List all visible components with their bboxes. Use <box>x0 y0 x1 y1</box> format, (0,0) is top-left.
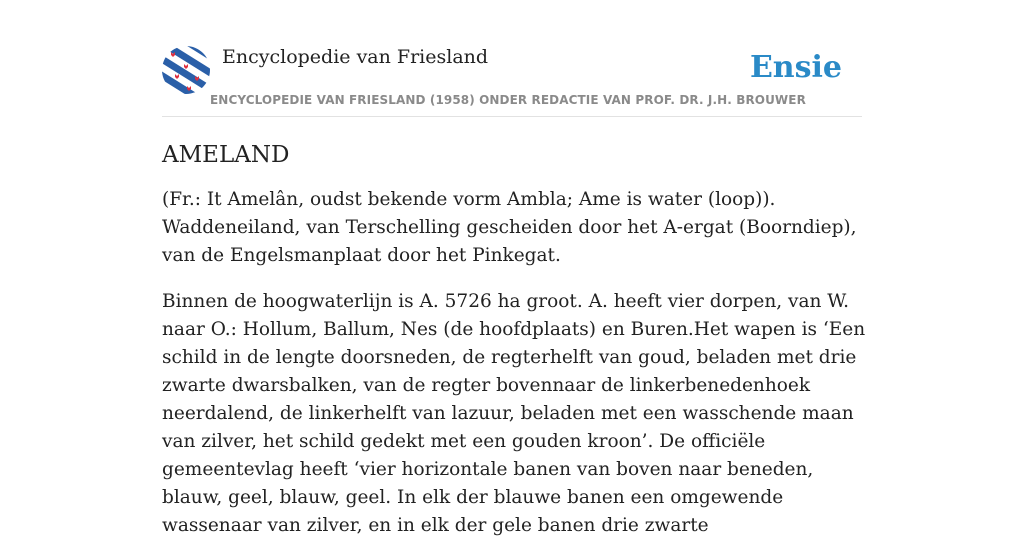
article-title: AMELAND <box>162 142 290 168</box>
encyclopedia-subtitle: ENCYCLOPEDIE VAN FRIESLAND (1958) ONDER REDACTIE VAN PROF. DR. J.H. BROUWER <box>210 93 806 107</box>
ensie-logo[interactable]: Ensie <box>749 50 842 85</box>
article-paragraph: (Fr.: It Amelân, oudst bekende vorm Ambla; Ame is water (loop)). Waddeneiland, van Terschelling gescheiden door het A-ergat (Boorndiep), van de Engelsmanplaat door het Pinkegat. <box>162 189 857 266</box>
site-title[interactable]: Encyclopedie van Friesland <box>222 46 489 68</box>
friesland-flag-icon[interactable] <box>162 46 210 94</box>
article <box>162 138 872 558</box>
article-paragraph: Binnen de hoogwaterlijn is A. 5726 ha groot. A. heeft vier dorpen, van W. naar O.: Hollum, Ballum, Nes (de hoofdplaats) en Buren.Het wapen is ‘Een schild in de lengte doorsneden, de regterhelft van goud, beladen met drie zwarte dwarsbalken, van de regter bovennaar de linkerbenedenhoek neerdalend, de linkerhelft van lazuur, beladen met een wasschende maan van zilver, het schild gedekt met een gouden kroon’. De officiële gemeentevlag heeft ‘vier horizontale banen van boven naar beneden, blauw, geel, blauw, geel. In elk der blauwe banen een omgewende wassenaar van zilver, en in elk der gele banen drie zwarte <box>162 291 866 536</box>
site-header <box>162 46 862 117</box>
